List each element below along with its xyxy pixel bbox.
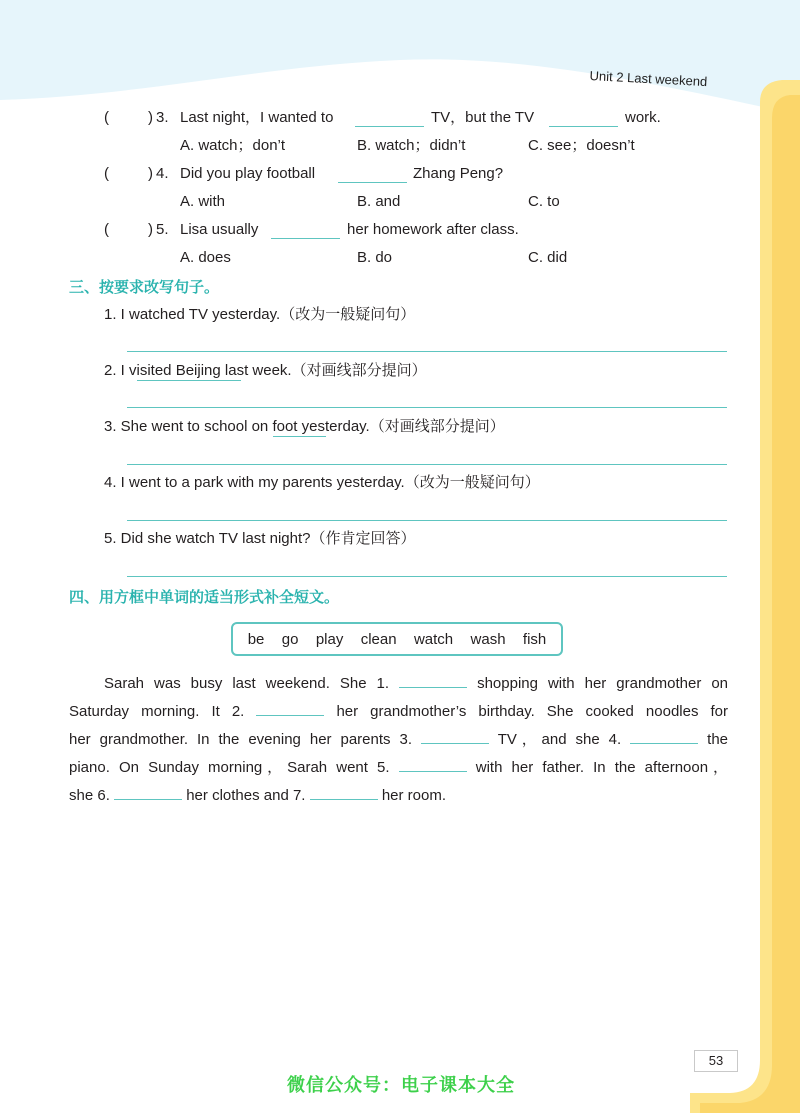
rewrite-item-2: 2. I visited Beijing last week.（对画线部分提问） bbox=[104, 362, 427, 379]
q3-option-c: C. see；doesn’t bbox=[528, 137, 635, 154]
side-tab-edge bbox=[700, 95, 800, 1113]
q4-blank[interactable] bbox=[338, 182, 407, 183]
watermark-text: 微信公众号：电子课本大全 bbox=[287, 1075, 515, 1095]
word-bank-item: fish bbox=[522, 630, 547, 648]
paragraph-line-4 bbox=[69, 758, 728, 778]
para-blank-4[interactable] bbox=[630, 731, 698, 744]
word-bank-item: play bbox=[315, 630, 344, 648]
para-text: the bbox=[707, 731, 729, 748]
para-text: her room. bbox=[381, 787, 447, 804]
para-text: shopping with her grandmother on bbox=[477, 675, 729, 692]
q3-blank-1[interactable] bbox=[355, 126, 424, 127]
rewrite-item-1: 1. I watched TV yesterday.（改为一般疑问句） bbox=[104, 306, 416, 323]
q5-blank[interactable] bbox=[271, 238, 340, 239]
paragraph-line-2 bbox=[69, 702, 728, 722]
para-text: piano. On Sunday morning，Sarah went 5. bbox=[69, 759, 390, 776]
answer-line-4[interactable] bbox=[127, 520, 727, 521]
q4-paren-open: ( bbox=[104, 165, 109, 182]
word-bank-box bbox=[231, 622, 563, 656]
q3-stem-a: Last night，I wanted to bbox=[180, 109, 334, 126]
q3-option-b: B. watch；didn’t bbox=[357, 137, 466, 154]
answer-line-5[interactable] bbox=[127, 576, 727, 577]
q4-option-c: C. to bbox=[528, 193, 560, 210]
unit-header: Unit 2 Last weekend bbox=[589, 68, 708, 90]
q4-number: 4. bbox=[156, 165, 169, 182]
section-4-title: 四、用方框中单词的适当形式补全短文。 bbox=[69, 589, 340, 606]
page-number: 53 bbox=[694, 1050, 738, 1072]
paragraph-line-5 bbox=[69, 786, 728, 806]
q3-blank-2[interactable] bbox=[549, 126, 618, 127]
rewrite-item-4: 4. I went to a park with my parents yesterday.（改为一般疑问句） bbox=[104, 474, 540, 491]
q3-stem-b: TV，but the TV bbox=[431, 109, 535, 126]
q5-number: 5. bbox=[156, 221, 169, 238]
word-bank-item: wash bbox=[470, 630, 506, 648]
para-blank-3[interactable] bbox=[421, 731, 489, 744]
word-bank-item: clean bbox=[360, 630, 397, 648]
q3-paren-close: ) bbox=[148, 109, 153, 126]
header-wave bbox=[0, 0, 800, 115]
paragraph-line-1 bbox=[104, 674, 728, 694]
q5-stem-a: Lisa usually bbox=[180, 221, 259, 238]
q4-paren-close: ) bbox=[148, 165, 153, 182]
q5-option-a: A. does bbox=[180, 249, 231, 266]
para-text: Saturday morning. It 2. bbox=[69, 703, 245, 720]
underline-on-foot bbox=[273, 436, 326, 437]
para-text: Sarah was busy last weekend. She 1. bbox=[104, 675, 390, 692]
para-text: with her father. In the afternoon， bbox=[475, 759, 729, 776]
para-blank-7[interactable] bbox=[310, 787, 378, 800]
q5-option-b: B. do bbox=[357, 249, 393, 266]
q5-paren-close: ) bbox=[148, 221, 153, 238]
word-bank-item: watch bbox=[413, 630, 454, 648]
q3-paren-open: ( bbox=[104, 109, 109, 126]
para-text: her clothes and 7. bbox=[186, 787, 306, 804]
section-3-title: 三、按要求改写句子。 bbox=[69, 279, 220, 296]
para-text: her grandmother. In the evening her parents 3. bbox=[69, 731, 413, 748]
q4-option-a: A. with bbox=[180, 193, 226, 210]
q5-option-c: C. did bbox=[528, 249, 568, 266]
q3-number: 3. bbox=[156, 109, 169, 126]
q4-stem-b: Zhang Peng? bbox=[413, 165, 504, 182]
rewrite-item-5: 5. Did she watch TV last night?（作肯定回答） bbox=[104, 530, 416, 547]
para-blank-6[interactable] bbox=[114, 787, 182, 800]
q3-stem-c: work. bbox=[625, 109, 661, 126]
rewrite-item-3: 3. She went to school on foot yesterday.（对画线部分提问） bbox=[104, 418, 505, 435]
q4-stem-a: Did you play football bbox=[180, 165, 316, 182]
para-text: she 6. bbox=[69, 787, 110, 804]
q4-option-b: B. and bbox=[357, 193, 401, 210]
q3-option-a: A. watch；don’t bbox=[180, 137, 286, 154]
q5-paren-open: ( bbox=[104, 221, 109, 238]
para-blank-5[interactable] bbox=[399, 759, 467, 772]
paragraph-line-3 bbox=[69, 730, 728, 750]
para-blank-1[interactable] bbox=[399, 675, 467, 688]
answer-line-3[interactable] bbox=[127, 464, 727, 465]
para-text: her grandmother’s birthday. She cooked noodles for bbox=[336, 703, 729, 720]
para-blank-2[interactable] bbox=[256, 703, 324, 716]
word-bank-item: go bbox=[281, 630, 299, 648]
underline-beijing bbox=[137, 380, 241, 381]
answer-line-1[interactable] bbox=[127, 351, 727, 352]
q5-stem-b: her homework after class. bbox=[347, 221, 519, 238]
para-text: TV，and she 4. bbox=[497, 731, 622, 748]
answer-line-2[interactable] bbox=[127, 407, 727, 408]
word-bank-item: be bbox=[247, 630, 265, 648]
